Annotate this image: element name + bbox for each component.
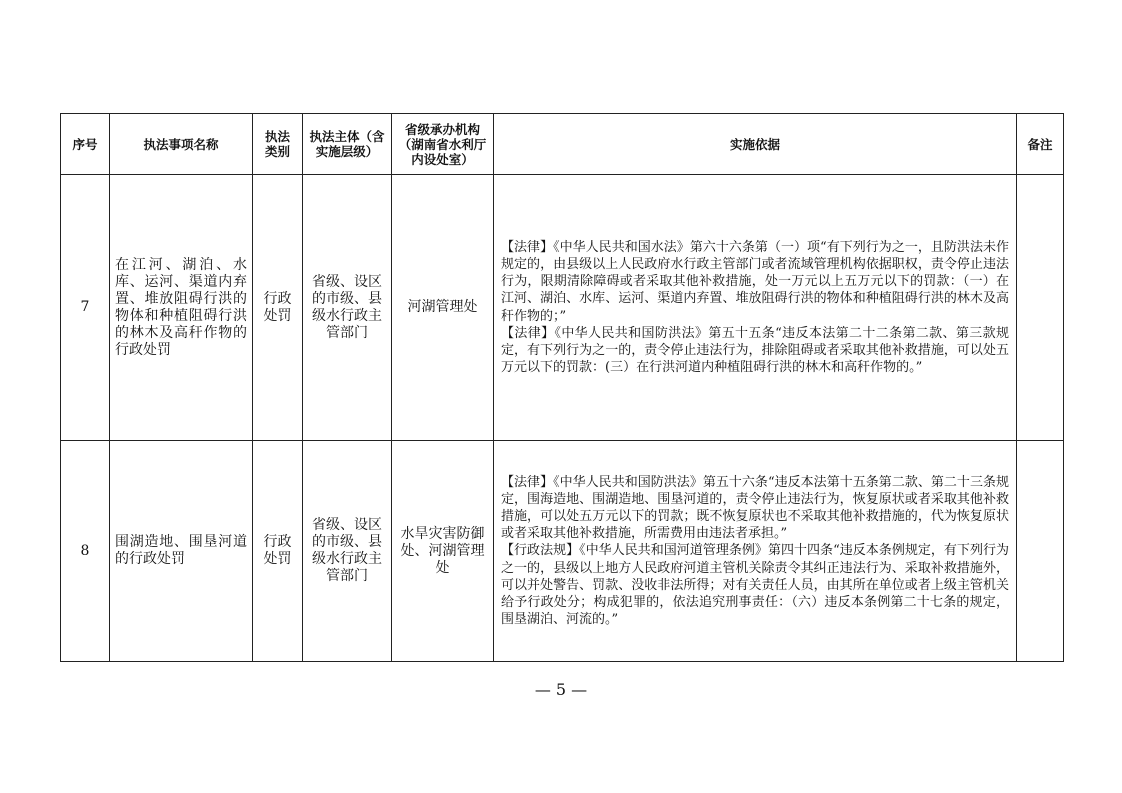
- row-subject: 省级、设区的市级、县级水行政主管部门: [303, 175, 392, 441]
- basis-paragraph: 【行政法规】《中华人民共和国河道管理条例》第四十四条“违反本条例规定，有下列行为之一的，县级以上地方人民政府河道主管机关除责令其纠正违法行为、采取补救措施外，可以并处警告、罚款、没收非法所得；对有关责任人员，由其所在单位或者上级主管机关给予行政处分；构成犯罪的，依法追究刑事责任：（六）违反本条例第二十七条的规定，围垦湖泊、河流的。”: [501, 543, 1009, 628]
- table-row: [61, 441, 1064, 662]
- header-basis: 实施依据: [494, 114, 1017, 175]
- table-header-row: [61, 114, 1064, 175]
- row-agency: 水旱灾害防御处、河湖管理处: [392, 441, 494, 662]
- page-number: — 5 —: [534, 680, 588, 699]
- enforcement-table: [60, 113, 1064, 662]
- header-index: 序号: [61, 114, 110, 175]
- table-row: [61, 175, 1064, 441]
- basis-paragraph: 【法律】《中华人民共和国水法》第六十六条第（一）项“有下列行为之一，且防洪法未作规定的，由县级以上人民政府水行政主管部门或者流域管理机构依据职权，责令停止违法行为，限期清除障碍或者采取其他补救措施，处一万元以上五万元以下的罚款：（一）在江河、湖泊、水库、运河、渠道内弃置、堆放阻碍行洪的物体和种植阻碍行洪的林木及高秆作物的；”: [501, 239, 1009, 324]
- row-remarks: [1017, 175, 1064, 441]
- header-subject: 执法主体（含实施层级）: [303, 114, 392, 175]
- header-remarks: 备注: [1017, 114, 1064, 175]
- row-category: 行政处罚: [253, 441, 303, 662]
- row-index: 8: [61, 441, 110, 662]
- basis-paragraph: 【法律】《中华人民共和国防洪法》第五十五条“违反本法第二十二条第二款、第三款规定，有下列行为之一的，责令停止违法行为，排除阻碍或者采取其他补救措施，可以处五万元以下的罚款：(三）在行洪河道内种植阻碍行洪的林木和高秆作物的。”: [501, 325, 1009, 376]
- row-category: 行政处罚: [253, 175, 303, 441]
- row-item-name: 在江河、湖泊、水库、运河、渠道内弃置、堆放阻碍行洪的物体和种植阻碍行洪的林木及高秆作物的行政处罚: [110, 175, 253, 441]
- row-basis: [494, 175, 1017, 441]
- row-index: 7: [61, 175, 110, 441]
- row-subject: 省级、设区的市级、县级水行政主管部门: [303, 441, 392, 662]
- header-item-name: 执法事项名称: [110, 114, 253, 175]
- row-basis: [494, 441, 1017, 662]
- header-category: 执法类别: [253, 114, 303, 175]
- row-item-name: 围湖造地、围垦河道的行政处罚: [110, 441, 253, 662]
- basis-paragraph: 【法律】《中华人民共和国防洪法》第五十六条“违反本法第十五条第二款、第二十三条规定，围海造地、围湖造地、围垦河道的，责令停止违法行为，恢复原状或者采取其他补救措施，可以处五万元以下的罚款；既不恢复原状也不采取其他补救措施的，代为恢复原状或者采取其他补救措施，所需费用由违法者承担。”: [501, 474, 1009, 542]
- header-agency: 省级承办机构（湖南省水利厅内设处室）: [392, 114, 494, 175]
- row-remarks: [1017, 441, 1064, 662]
- row-agency: 河湖管理处: [392, 175, 494, 441]
